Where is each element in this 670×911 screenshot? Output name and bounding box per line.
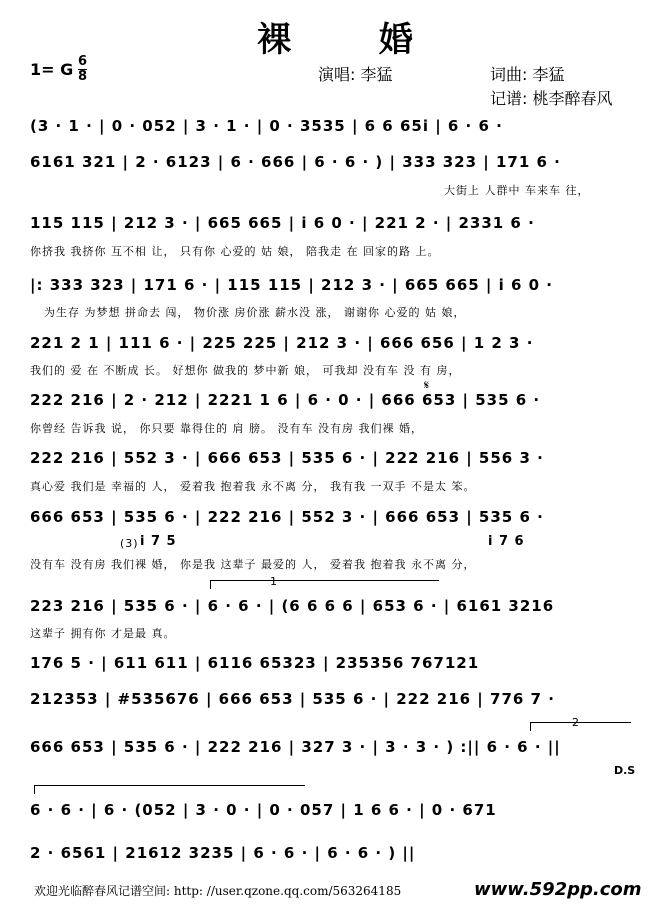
lyric-row-4: 为生存 为梦想 拼命去 闯， 物价涨 房价涨 薪水没 涨， 谢谢你 心爱的 姑 娘， bbox=[44, 306, 466, 319]
segno-mark: 𝄋 bbox=[424, 378, 430, 392]
triplet-mark: (3) bbox=[120, 537, 139, 550]
volta-label-1: 1 bbox=[270, 575, 278, 588]
score-row-7: 222 216 | 552 3 · | 666 653 | 535 6 · | 222 216 | 556 3 · bbox=[30, 449, 544, 467]
lyric-row-7: 真心爱 我们是 幸福的 人， 爱着我 抱着我 永不离 分， 我有我 一双手 不是太 笨。 bbox=[30, 480, 476, 493]
score-row-8: 666 653 | 535 6 · | 222 216 | 552 3 · | 666 653 | 535 6 · bbox=[30, 508, 544, 526]
lyric-row-6: 你曾经 告诉我 说， 你只要 靠得住的 肩 膀。 没有车 没有房 我们裸 婚， bbox=[30, 422, 423, 435]
transcriber-credit: 记谱: 桃李醉春风 bbox=[490, 89, 613, 108]
page-title: 裸 婚 bbox=[257, 20, 451, 60]
score-row-1: (3 · 1 · | 0 · 052 | 3 · 1 · | 0 · 3535 | 6 6 65i | 6 · 6 · bbox=[30, 117, 503, 135]
score-row-14: 2 · 6561 | 21612 3235 | 6 · 6 · | 6 · 6 · ) || bbox=[30, 844, 416, 862]
volta-bracket-coda bbox=[34, 785, 305, 794]
ossia-notes-1: i 7 5 bbox=[140, 534, 177, 549]
score-row-9: 223 216 | 535 6 · | 6 · 6 · | (6 6 6 6 | 653 6 · | 6161 3216 bbox=[30, 597, 555, 615]
score-row-11: 212353 | #535676 | 666 653 | 535 6 · | 222 216 | 776 7 · bbox=[30, 690, 555, 708]
composer-credit: 词曲: 李猛 bbox=[490, 65, 565, 84]
singer-credit: 演唱: 李猛 bbox=[318, 65, 393, 84]
volta-label-2: 2 bbox=[572, 716, 580, 729]
score-row-13: 6 · 6 · | 6 · (052 | 3 · 0 · | 0 · 057 | 1 6 6 · | 0 · 671 bbox=[30, 801, 497, 819]
time-signature bbox=[78, 55, 87, 84]
score-row-6: 222 216 | 2 · 212 | 2221 1 6 | 6 · 0 · | 666 653 | 535 6 · bbox=[30, 391, 541, 409]
ds-mark: D.S bbox=[614, 764, 636, 777]
lyric-row-2: 大街上 人群中 车来车 往， bbox=[444, 184, 590, 197]
time-bottom: 8 bbox=[78, 69, 88, 84]
ossia-notes-2: i 7 6 bbox=[488, 534, 525, 549]
lyric-row-3: 你挤我 我挤你 互不相 让， 只有你 心爱的 姑 娘， 陪我走 在 回家的路 上。 bbox=[30, 245, 440, 258]
volta-bracket-2 bbox=[530, 722, 631, 731]
score-row-10: 176 5 · | 611 611 | 6116 65323 | 235356 767121 bbox=[30, 654, 480, 672]
score-row-3: 115 115 | 212 3 · | 665 665 | i 6 0 · | 221 2 · | 2331 6 · bbox=[30, 214, 535, 232]
lyric-row-8: 没有车 没有房 我们裸 婚， 你是我 这辈子 最爱的 人， 爱着我 抱着我 永不离 分， bbox=[30, 558, 476, 571]
lyric-row-9: 这辈子 拥有你 才是最 真。 bbox=[30, 627, 176, 640]
score-row-4: |: 333 323 | 171 6 · | 115 115 | 212 3 · | 665 665 | i 6 0 · bbox=[30, 276, 554, 294]
score-row-5: 221 2 1 | 111 6 · | 225 225 | 212 3 · | 666 656 | 1 2 3 · bbox=[30, 334, 534, 352]
score-row-2: 6161 321 | 2 · 6123 | 6 · 666 | 6 · 6 · ) | 333 323 | 171 6 · bbox=[30, 153, 561, 171]
footer-note: 欢迎光临醉春风记谱空间: http: //user.qzone.qq.com/563264185 bbox=[34, 884, 402, 898]
lyric-row-5: 我们的 爱 在 不断成 长。 好想你 做我的 梦中新 娘， 可我却 没有车 没 有 房， bbox=[30, 364, 461, 377]
time-top: 6 bbox=[78, 54, 88, 69]
key-signature: 1= G bbox=[30, 60, 74, 79]
score-row-12: 666 653 | 535 6 · | 222 216 | 327 3 · | 3 · 3 · ) :|| 6 · 6 · || bbox=[30, 738, 561, 756]
volta-bracket-1 bbox=[210, 580, 439, 589]
site-logo[interactable]: www.592pp.com bbox=[474, 879, 642, 900]
